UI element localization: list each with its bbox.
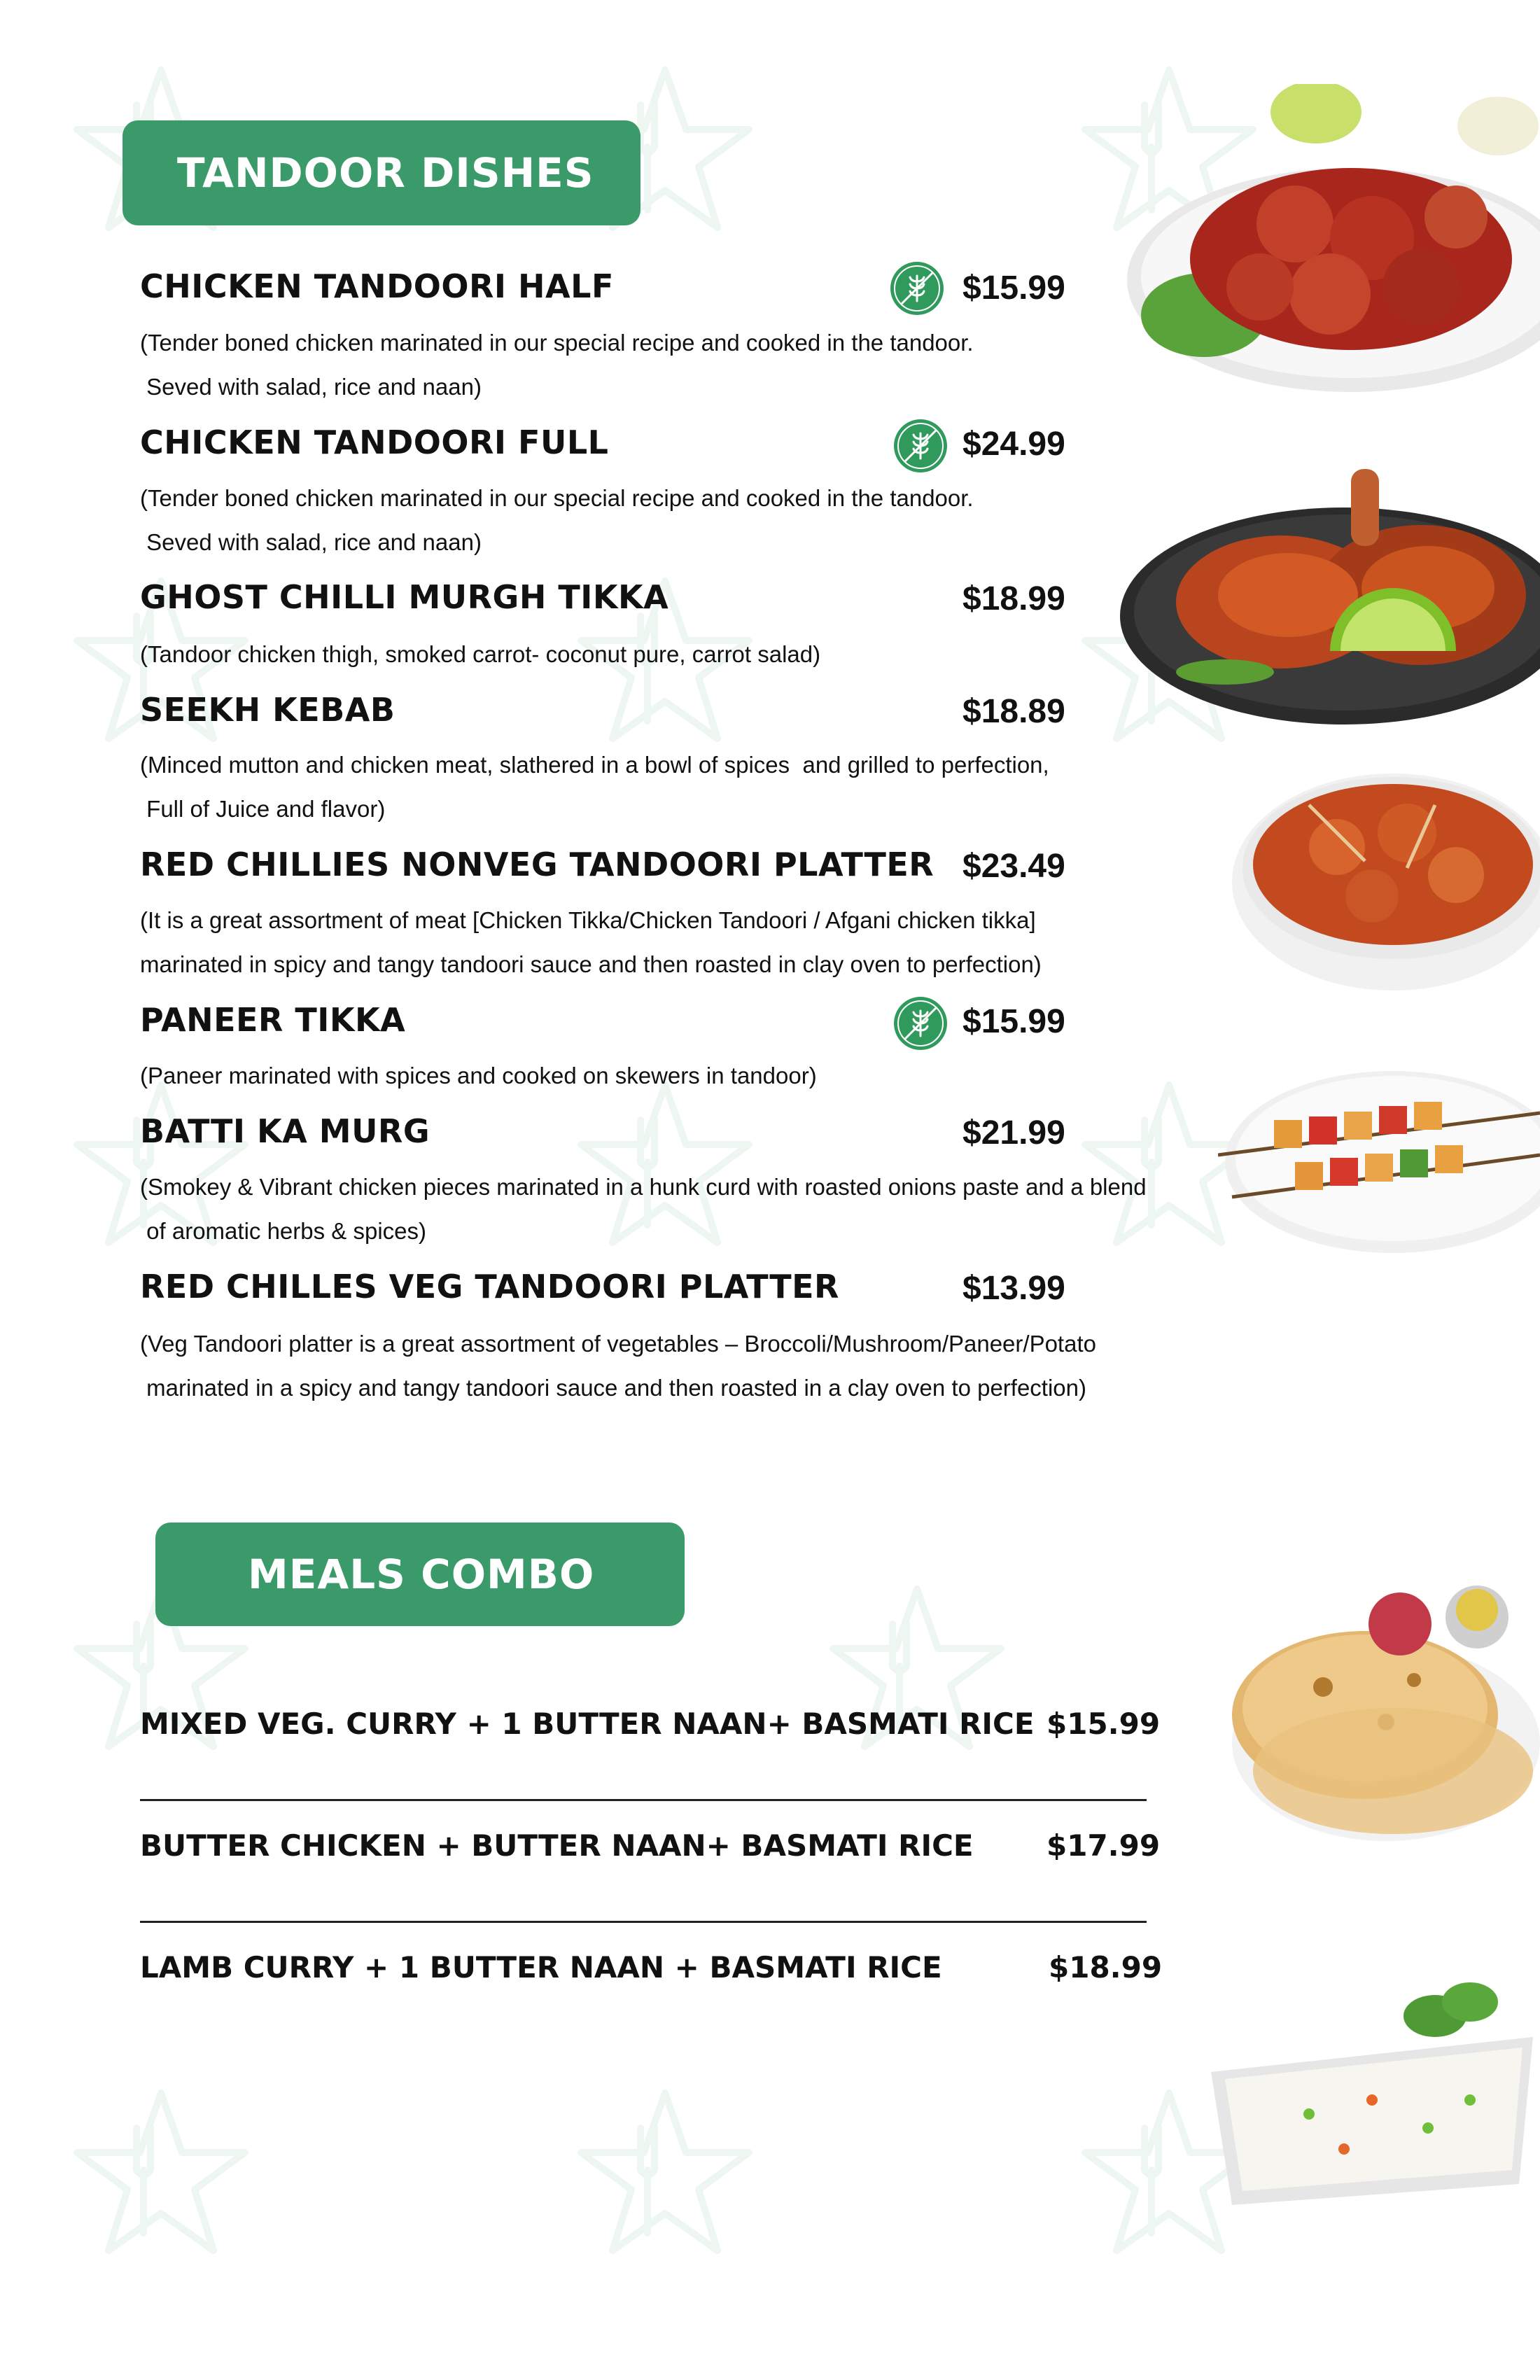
tandoori-chicken-legs-image <box>1120 441 1540 735</box>
menu-item-price: $13.99 <box>962 1270 1065 1307</box>
menu-item-desc: marinated in spicy and tangy tandoori sauce and then roasted in clay oven to perfection) <box>140 951 1042 977</box>
menu-item-desc: (Veg Tandoori platter is a great assortment of vegetables – Broccoli/Mushroom/Paneer/Potato <box>140 1331 1096 1357</box>
menu-item-desc: marinated in a spicy and tangy tandoori sauce and then roasted in a clay oven to perfection) <box>140 1375 1087 1401</box>
divider <box>140 1921 1147 1923</box>
menu-item-name: BATTI KA MURG <box>140 1112 430 1150</box>
combo-item-name: MIXED VEG. CURRY + 1 BUTTER NAAN+ BASMATI RICE <box>140 1707 1035 1741</box>
paneer-tikka-skewers-image <box>1218 1036 1540 1260</box>
menu-item-name: RED CHILLES VEG TANDOORI PLATTER <box>140 1268 839 1306</box>
combo-item-price: $17.99 <box>1046 1828 1161 1863</box>
menu-item-desc: (Tender boned chicken marinated in our special recipe and cooked in the tandoor. <box>140 330 974 356</box>
divider <box>140 1799 1147 1801</box>
combo-section-title: MEALS COMBO <box>248 1550 595 1598</box>
menu-item-price: $18.99 <box>962 580 1065 617</box>
combo-item-price: $15.99 <box>1046 1707 1161 1741</box>
menu-item-name: SEEKH KEBAB <box>140 691 396 729</box>
menu-item-price: $15.99 <box>962 270 1065 307</box>
menu-item-desc: (It is a great assortment of meat [Chicken Tikka/Chicken Tandoori / Afgani chicken tikka] <box>140 907 1036 933</box>
menu-item-desc: of aromatic herbs & spices) <box>140 1218 426 1244</box>
tandoor-section-header <box>122 120 640 225</box>
menu-item-desc: (Tandoor chicken thigh, smoked carrot- coconut pure, carrot salad) <box>140 641 821 667</box>
combo-item-name: LAMB CURRY + 1 BUTTER NAAN + BASMATI RICE <box>140 1950 942 1984</box>
menu-item-name: CHICKEN TANDOORI HALF <box>140 267 614 305</box>
basmati-rice-bowl-image <box>1204 1953 1540 2219</box>
chicken-curry-bowl-image <box>1225 763 1540 994</box>
menu-item-price: $21.99 <box>962 1114 1065 1152</box>
menu-item-desc: Seved with salad, rice and naan) <box>140 529 482 555</box>
combo-item-name: BUTTER CHICKEN + BUTTER NAAN+ BASMATI RICE <box>140 1828 974 1863</box>
menu-item-name: GHOST CHILLI MURGH TIKKA <box>140 578 669 616</box>
naan-bread-image <box>1218 1568 1540 1855</box>
gluten-free-icon <box>892 418 948 474</box>
menu-item-desc: Full of Juice and flavor) <box>140 796 386 822</box>
combo-item-price: $18.99 <box>1049 1950 1163 1984</box>
menu-item-desc: (Minced mutton and chicken meat, slathered in a bowl of spices and grilled to perfection, <box>140 752 1049 778</box>
restaurant-guru-logo-icon <box>574 2086 756 2268</box>
menu-item-desc: Seved with salad, rice and naan) <box>140 374 482 400</box>
menu-item-name: CHICKEN TANDOORI FULL <box>140 424 609 461</box>
restaurant-guru-logo-icon <box>70 2086 252 2268</box>
menu-item-price: $23.49 <box>962 848 1065 885</box>
menu-item-price: $18.89 <box>962 693 1065 730</box>
combo-section-header <box>155 1522 685 1626</box>
menu-item-desc: (Tender boned chicken marinated in our special recipe and cooked in the tandoor. <box>140 485 974 511</box>
gluten-free-icon <box>892 995 948 1051</box>
menu-item-price: $24.99 <box>962 426 1065 463</box>
gluten-free-icon <box>889 260 945 316</box>
menu-item-desc: (Smokey & Vibrant chicken pieces marinated in a hunk curd with roasted onions paste and a blend <box>140 1174 1147 1200</box>
tandoor-section-title: TANDOOR DISHES <box>177 149 594 197</box>
menu-item-desc: (Paneer marinated with spices and cooked on skewers in tandoor) <box>140 1063 817 1088</box>
menu-item-name: PANEER TIKKA <box>140 1001 406 1039</box>
tandoori-chicken-plate-image <box>1120 84 1540 413</box>
menu-item-name: RED CHILLIES NONVEG TANDOORI PLATTER <box>140 846 934 883</box>
menu-item-price: $15.99 <box>962 1003 1065 1040</box>
